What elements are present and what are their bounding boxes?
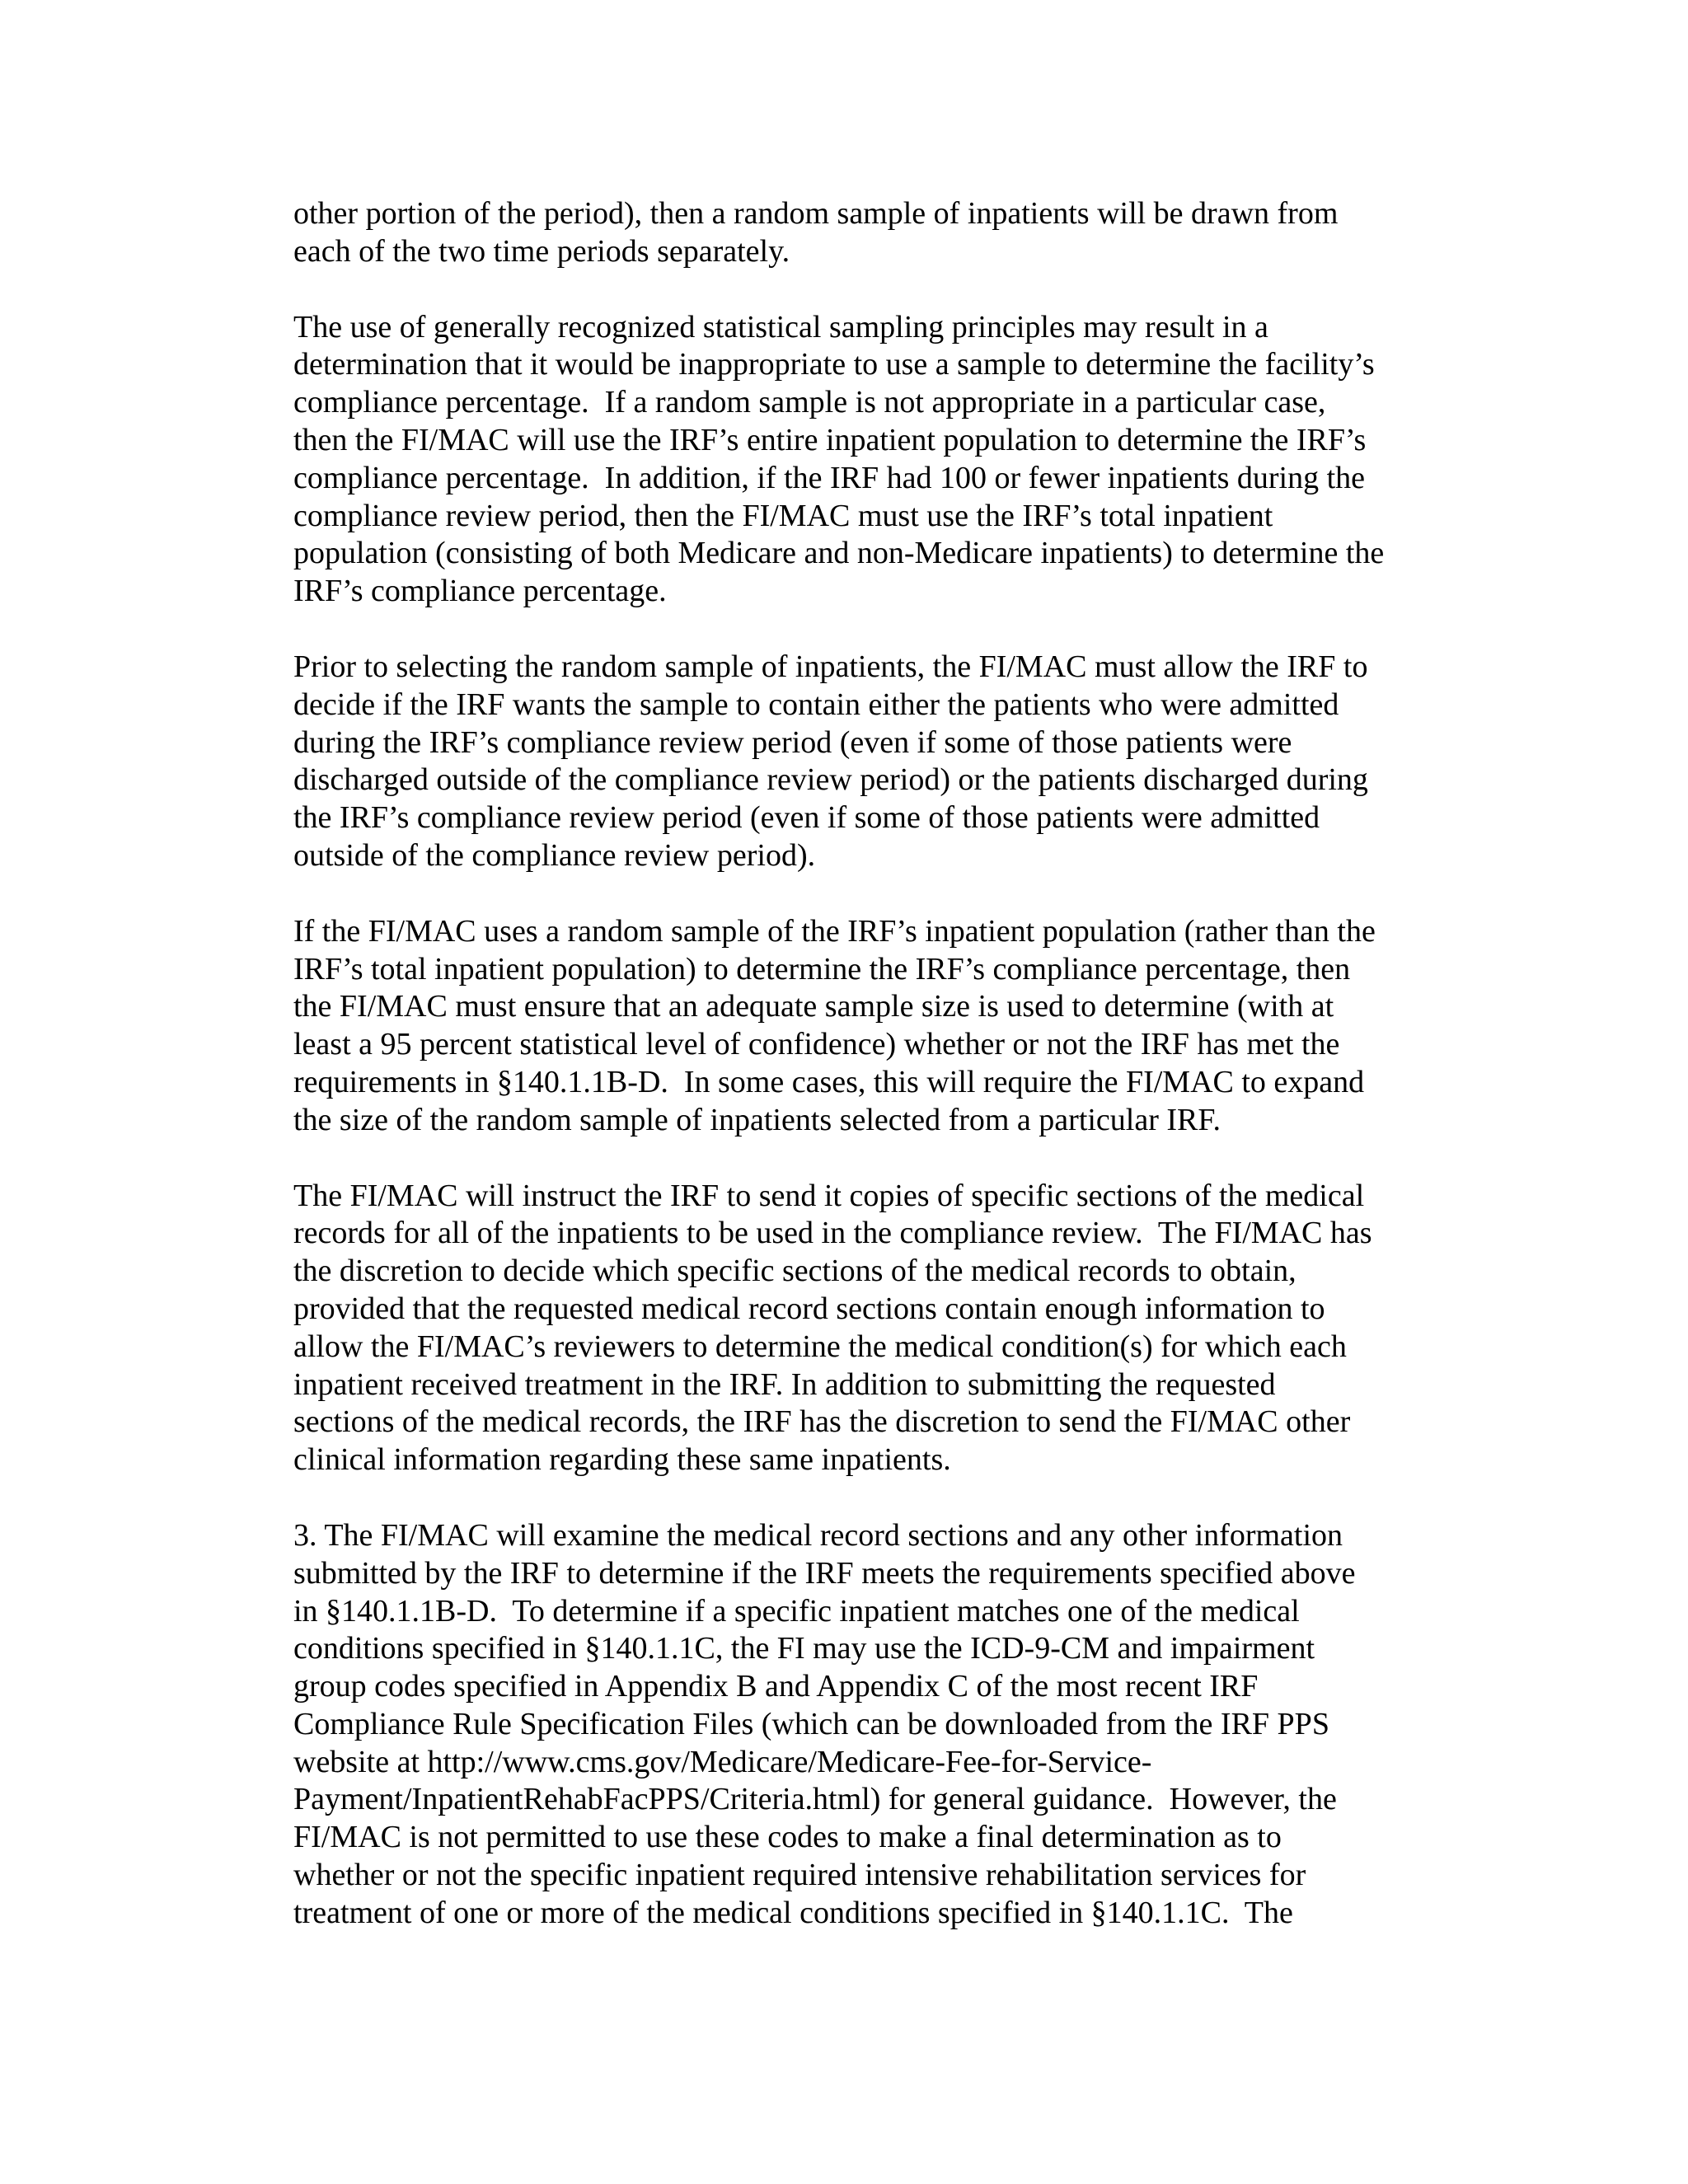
- text-line: allow the FI/MAC’s reviewers to determine the medical condition(s) for which each: [293, 1329, 1347, 1364]
- text-line: whether or not the specific inpatient required intensive rehabilitation services for: [293, 1858, 1306, 1893]
- paragraph: [293, 913, 1447, 1140]
- text-line: compliance percentage. If a random sample is not appropriate in a particular case,: [293, 385, 1326, 420]
- paragraph: [293, 649, 1447, 875]
- text-line: sections of the medical records, the IRF has the discretion to send the FI/MAC other: [293, 1404, 1351, 1440]
- text-line: records for all of the inpatients to be used in the compliance review. The FI/MAC has: [293, 1216, 1372, 1251]
- paragraph: [293, 1517, 1447, 1933]
- text-line: then the FI/MAC will use the IRF’s entire inpatient population to determine the IRF’s: [293, 422, 1367, 457]
- text-line: If the FI/MAC uses a random sample of the IRF’s inpatient population (rather than the: [293, 913, 1376, 949]
- text-line: least a 95 percent statistical level of confidence) whether or not the IRF has met the: [293, 1027, 1340, 1062]
- text-line: during the IRF’s compliance review period (even if some of those patients were: [293, 724, 1292, 760]
- text-line: clinical information regarding these same inpatients.: [293, 1442, 951, 1478]
- text-line: The FI/MAC will instruct the IRF to send it copies of specific sections of the medical: [293, 1178, 1365, 1213]
- text-line: determination that it would be inappropriate to use a sample to determine the facility’s: [293, 347, 1375, 382]
- text-line: other portion of the period), then a random sample of inpatients will be drawn from: [293, 196, 1339, 231]
- body-text: [293, 195, 1447, 1971]
- text-line: treatment of one or more of the medical conditions specified in §140.1.1C. The: [293, 1895, 1293, 1930]
- text-line: IRF’s total inpatient population) to determine the IRF’s compliance percentage, then: [293, 951, 1351, 987]
- text-line: The use of generally recognized statistical sampling principles may result in a: [293, 309, 1268, 344]
- text-line: 3. The FI/MAC will examine the medical record sections and any other information: [293, 1517, 1343, 1553]
- paragraph: [293, 1178, 1447, 1479]
- text-line: the IRF’s compliance review period (even if some of those patients were admitted: [293, 800, 1320, 836]
- text-line: the FI/MAC must ensure that an adequate sample size is used to determine (with at: [293, 989, 1334, 1024]
- text-line: group codes specified in Appendix B and Appendix C of the most recent IRF: [293, 1669, 1259, 1704]
- text-line: each of the two time periods separately.: [293, 233, 790, 269]
- text-line: Prior to selecting the random sample of inpatients, the FI/MAC must allow the IRF to: [293, 649, 1368, 684]
- text-line: submitted by the IRF to determine if the IRF meets the requirements specified above: [293, 1555, 1356, 1591]
- text-line: the discretion to decide which specific sections of the medical records to obtain,: [293, 1254, 1296, 1289]
- text-line: Compliance Rule Specification Files (which can be downloaded from the IRF PPS: [293, 1706, 1329, 1741]
- text-line: FI/MAC is not permitted to use these codes to make a final determination as to: [293, 1820, 1282, 1855]
- text-line: decide if the IRF wants the sample to contain either the patients who were admitted: [293, 687, 1339, 722]
- text-line: inpatient received treatment in the IRF. In addition to submitting the requested: [293, 1366, 1276, 1402]
- text-line: compliance percentage. In addition, if the IRF had 100 or fewer inpatients during the: [293, 460, 1366, 495]
- text-line: the size of the random sample of inpatients selected from a particular IRF.: [293, 1102, 1221, 1137]
- text-line: IRF’s compliance percentage.: [293, 574, 667, 609]
- text-line: population (consisting of both Medicare and non-Medicare inpatients) to determine the: [293, 536, 1385, 571]
- text-line: outside of the compliance review period).: [293, 837, 816, 873]
- text-line: requirements in §140.1.1B-D. In some cases, this will require the FI/MAC to expand: [293, 1064, 1365, 1099]
- text-line: provided that the requested medical record sections contain enough information to: [293, 1291, 1325, 1326]
- text-line: discharged outside of the compliance review period) or the patients discharged during: [293, 762, 1368, 798]
- paragraph: [293, 195, 1447, 271]
- text-line: website at http://www.cms.gov/Medicare/Medicare-Fee-for-Service-: [293, 1744, 1152, 1779]
- text-line: in §140.1.1B-D. To determine if a specific inpatient matches one of the medical: [293, 1593, 1300, 1629]
- text-line: conditions specified in §140.1.1C, the FI may use the ICD-9-CM and impairment: [293, 1631, 1315, 1666]
- paragraph: [293, 309, 1447, 611]
- text-line: Payment/InpatientRehabFacPPS/Criteria.html) for general guidance. However, the: [293, 1782, 1337, 1817]
- text-line: compliance review period, then the FI/MAC must use the IRF’s total inpatient: [293, 498, 1273, 533]
